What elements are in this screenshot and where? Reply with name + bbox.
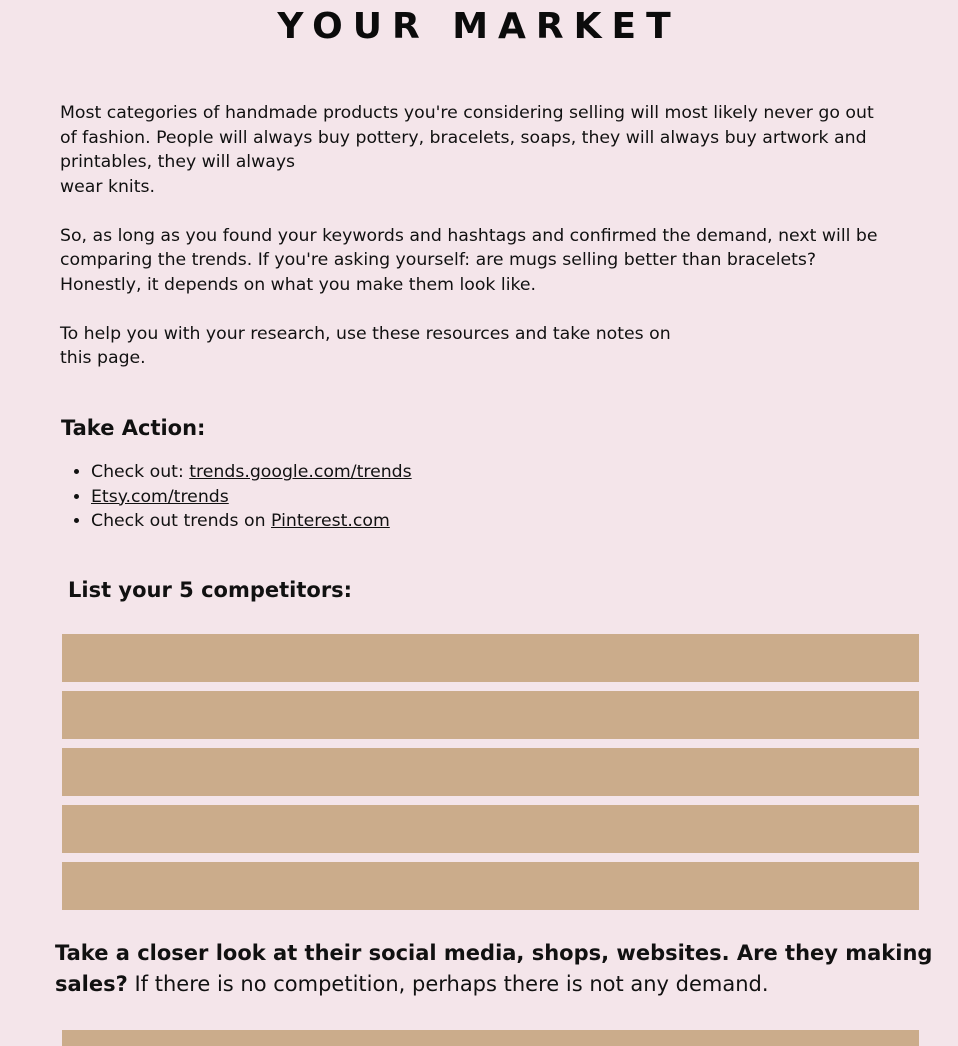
intro-line: Most categories of handmade products you're considering selling will most likely never go out <box>60 103 874 123</box>
intro-paragraph-1 <box>60 101 922 199</box>
page-title: YOUR MARKET <box>277 6 681 47</box>
take-action-heading: Take Action: <box>61 416 206 440</box>
etsy-trends-link[interactable]: Etsy.com/trends <box>91 486 229 507</box>
closer-look-text <box>55 938 935 1000</box>
google-trends-link[interactable]: trends.google.com/trends <box>189 462 412 482</box>
competitor-field-4[interactable] <box>62 805 919 853</box>
notes-field[interactable] <box>62 1030 919 1046</box>
resource-item-etsy-trends <box>91 485 412 510</box>
intro-paragraph-2 <box>60 224 922 298</box>
competitor-field-5[interactable] <box>62 862 919 910</box>
closer-look-bold: Take a closer look at their social media, shops, websites. Are they making sales? <box>55 941 933 996</box>
closer-look-regular: If there is no competition, perhaps there is not any demand. <box>127 972 769 996</box>
resource-prefix: Check out: <box>91 462 190 482</box>
intro-line: comparing the trends. If you're asking yourself: are mugs selling better than bracelets? <box>60 250 817 270</box>
intro-line: Honestly, it depends on what you make them look like. <box>60 274 537 295</box>
intro-paragraph-3 <box>60 322 922 371</box>
competitor-field-2[interactable] <box>62 691 919 739</box>
intro-line: To help you with your research, use these resources and take notes on <box>60 323 671 344</box>
intro-text <box>60 101 922 395</box>
competitor-field-3[interactable] <box>62 748 919 796</box>
resource-item-pinterest <box>91 509 412 534</box>
intro-line: So, as long as you found your keywords and hashtags and confirmed the demand, next will be <box>60 225 878 246</box>
resource-item-google-trends <box>91 460 412 485</box>
intro-line: wear knits. <box>60 176 155 197</box>
intro-line: of fashion. People will always buy pottery, bracelets, soaps, they will always buy artwork and <box>60 127 867 148</box>
intro-line: printables, they will always <box>60 152 296 172</box>
resource-prefix: Check out trends on <box>91 511 272 531</box>
pinterest-link[interactable]: Pinterest.com <box>271 511 390 531</box>
competitors-heading: List your 5 competitors: <box>68 578 353 602</box>
competitor-field-1[interactable] <box>62 634 919 682</box>
resource-list <box>60 460 412 534</box>
intro-line: this page. <box>60 348 146 368</box>
